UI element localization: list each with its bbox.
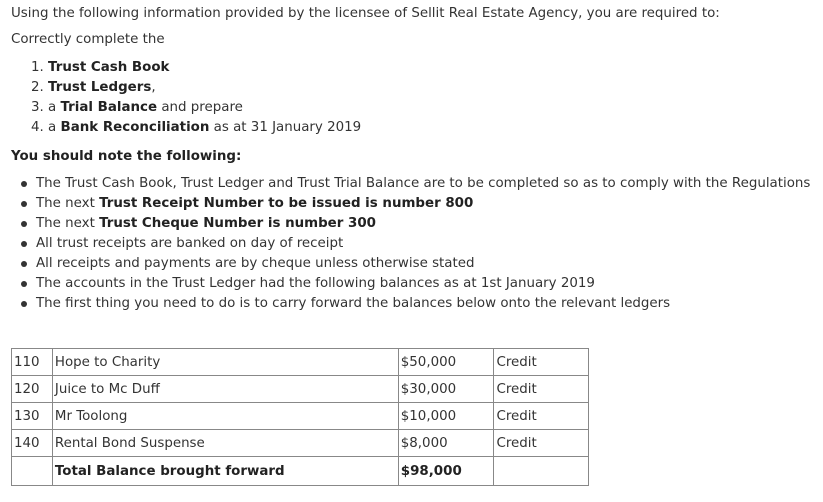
- account-name: Mr Toolong: [52, 403, 398, 430]
- account-type: Credit: [494, 430, 589, 457]
- task-item: [31, 78, 361, 98]
- task-bold: Trial Balance: [60, 100, 158, 115]
- task-item: [31, 118, 361, 138]
- total-label-text: Total Balance brought forward: [54, 463, 285, 479]
- table-row: [12, 403, 589, 430]
- table-row: [12, 349, 589, 376]
- bullet-icon: [21, 201, 27, 207]
- account-amount: $8,000: [398, 430, 494, 457]
- account-amount: $10,000: [398, 403, 494, 430]
- task-post: ,: [151, 80, 156, 95]
- total-amount-text: $98,000: [400, 463, 462, 479]
- task-post: as at 31 January 2019: [209, 120, 362, 135]
- task-number: 3.: [31, 100, 44, 115]
- note-item: [18, 254, 810, 274]
- bullet-icon: [21, 221, 27, 227]
- account-code: 140: [12, 430, 53, 457]
- note-pre: The next: [36, 216, 100, 231]
- table-row: [12, 376, 589, 403]
- task-post: and prepare: [157, 100, 243, 115]
- total-code-cell: [12, 457, 53, 486]
- account-code: 130: [12, 403, 53, 430]
- notes-list: [18, 174, 810, 314]
- note-item: [18, 214, 810, 234]
- note-pre: The accounts in the Trust Ledger had the following balances as at 1st January 2019: [36, 276, 595, 291]
- task-item: [31, 58, 361, 78]
- note-pre: The next: [36, 196, 100, 211]
- note-item: [18, 294, 810, 314]
- account-type: Credit: [494, 349, 589, 376]
- task-number: 2.: [31, 80, 44, 95]
- note-pre: The first thing you need to do is to carry forward the balances below onto the relevant ledgers: [36, 296, 671, 311]
- note-item: [18, 174, 810, 194]
- bullet-icon: [21, 281, 27, 287]
- total-row: [12, 457, 589, 486]
- total-amount: [398, 457, 494, 486]
- account-amount: $50,000: [398, 349, 494, 376]
- total-label: [52, 457, 398, 486]
- bullet-icon: [21, 181, 27, 187]
- note-pre: All trust receipts are banked on day of receipt: [36, 236, 344, 251]
- bullet-icon: [21, 261, 27, 267]
- account-code: 110: [12, 349, 53, 376]
- total-type-cell: [494, 457, 589, 486]
- note-heading: [11, 148, 241, 166]
- note-pre: All receipts and payments are by cheque unless otherwise stated: [36, 256, 475, 271]
- note-item: [18, 274, 810, 294]
- note-heading-text: You should note the following:: [11, 149, 242, 164]
- task-pre: a: [48, 100, 61, 115]
- task-item: [31, 98, 361, 118]
- task-bold: Trust Ledgers: [48, 80, 152, 95]
- note-pre: The Trust Cash Book, Trust Ledger and Trust Trial Balance are to be completed so as to comply with the Regulations: [36, 176, 811, 191]
- table-row: [12, 430, 589, 457]
- bullet-icon: [21, 241, 27, 247]
- task-number: 1.: [31, 60, 44, 75]
- correctly-text: Correctly complete the: [11, 32, 165, 47]
- note-item: [18, 234, 810, 254]
- note-item: [18, 194, 810, 214]
- task-list: [31, 58, 361, 138]
- task-pre: a: [48, 120, 61, 135]
- account-amount: $30,000: [398, 376, 494, 403]
- intro-text: Using the following information provided by the licensee of Sellit Real Estate Agency, you are required to:: [11, 6, 720, 21]
- account-code: 120: [12, 376, 53, 403]
- note-bold: Trust Receipt Number to be issued is number 800: [99, 196, 474, 211]
- note-bold: Trust Cheque Number is number 300: [99, 216, 376, 231]
- account-name: Hope to Charity: [52, 349, 398, 376]
- task-number: 4.: [31, 120, 44, 135]
- account-name: Juice to Mc Duff: [52, 376, 398, 403]
- task-bold: Trust Cash Book: [48, 60, 170, 75]
- account-type: Credit: [494, 376, 589, 403]
- balances-table: [11, 348, 589, 486]
- account-name: Rental Bond Suspense: [52, 430, 398, 457]
- task-bold: Bank Reconciliation: [60, 120, 210, 135]
- account-type: Credit: [494, 403, 589, 430]
- bullet-icon: [21, 301, 27, 307]
